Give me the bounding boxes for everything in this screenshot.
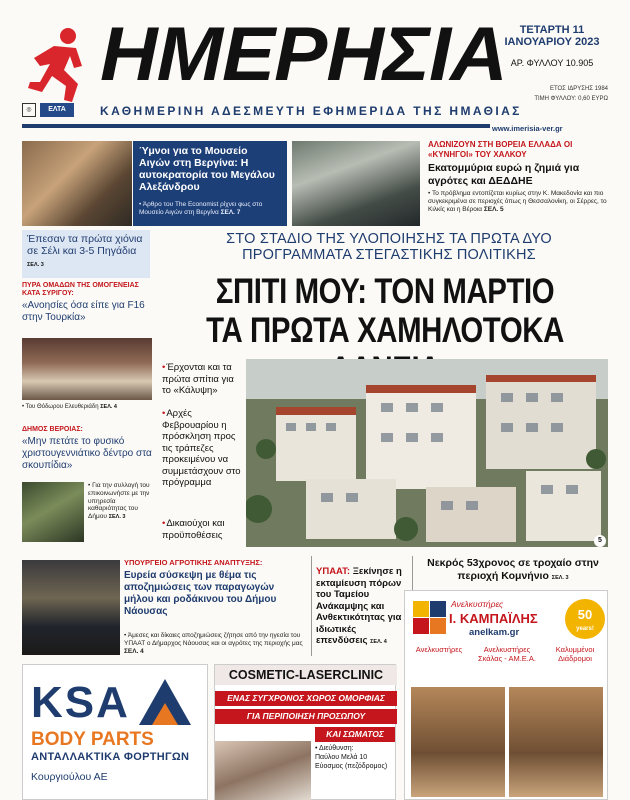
agri-headline[interactable]: Ευρεία σύσκεψη με θέμα τις αποζημιώσεις των παραγωγών μήλου και ροδάκινου του Δήμου Νάουσας	[124, 570, 277, 617]
tree-photo	[22, 482, 84, 542]
laser-band-1: ΕΝΑΣ ΣΥΓΧΡΟΝΟΣ ΧΩΡΟΣ ΟΜΟΡΦΙΑΣ	[215, 691, 397, 706]
runner-logo-icon	[24, 26, 92, 104]
accident-headline: Νεκρός 53χρονος σε τροχαίο στην περιοχή Κομνήνιο	[427, 557, 599, 582]
tree-ref: ΣΕΛ. 3	[108, 514, 126, 521]
issue-price: ΤΙΜΗ ΦΥΛΛΟΥ: 0,60 ΕΥΡΩ	[534, 96, 608, 102]
address-label: • Διεύθυνση:	[315, 745, 354, 752]
emblem-icon: ◎	[22, 103, 36, 117]
laser-clinic-ad[interactable]	[214, 664, 396, 800]
snow-teaser[interactable]	[22, 230, 150, 278]
firefight-kicker: ΠΥΡΑ ΟΜΑΔΩΝ ΤΗΣ ΟΜΟΓΕΝΕΙΑΣ ΚΑΤΑ ΣΥΡΙΓΟΥ:	[22, 282, 139, 297]
agri-meeting-photo	[22, 560, 120, 655]
firefight-caption-text: Του Θόδωρου Ελευθεριάδη	[25, 404, 99, 410]
meeting-photo	[22, 338, 152, 400]
elevators-website[interactable]: anelkam.gr	[469, 627, 520, 638]
founded-year: ΕΤΟΣ ΙΔΡΥΣΗΣ 1984	[549, 86, 608, 92]
snow-headline: Έπεσαν τα πρώτα χιόνια σε Σέλι και 3-5 Πηγάδια	[27, 233, 143, 257]
issue-number: ΑΡ. ΦΥΛΛΟΥ 10.905	[510, 58, 594, 68]
accident-story[interactable]	[418, 557, 608, 584]
main-bullet: • Αρχές Φεβρουαρίου η πρόσκληση προς τις τράπεζες προκειμένου να συμμετάσχουν στο πρόγραμμα	[162, 408, 244, 489]
laser-title: COSMETIC-LASERCLINIC	[215, 665, 397, 685]
museum-photo	[22, 141, 132, 226]
website-link[interactable]: www.imerisia-ver.gr	[492, 124, 563, 133]
copper-kicker: ΑΛΩΝΙΖΟΥΝ ΣΤΗ ΒΟΡΕΙΑ ΕΛΛΑΔΑ ΟΙ «ΚΥΝΗΓΟΙ» ΤΟΥ ΧΑΛΚΟΥ	[428, 140, 573, 159]
elevators-company: Ι. ΚΑΜΠΑΪΛΗΣ	[449, 611, 538, 626]
agri-summary-text: Άμεσες και δίκαιες αποζημιώσεις ζήτησε από την ηγεσία του ΥΠΑΑΤ ο Δήμαρχος Νάουσας και οι αγρότες της περιοχής μας	[124, 632, 303, 647]
masthead-tagline: ΚΑΘΗΜΕΡΙΝΗ ΑΔΕΣΜΕΥΤΗ ΕΦΗΜΕΡΙΔΑ ΤΗΣ ΗΜΑΘΙΑΣ	[100, 104, 522, 118]
tree-caption: • Για την συλλογή του επικοινωνήστε με την υπηρεσία καθαριότητας του Δήμου ΣΕΛ. 3	[88, 482, 150, 521]
anniversary-badge	[565, 599, 605, 639]
ksa-ad[interactable]	[22, 664, 208, 800]
ypaat-story[interactable]	[316, 566, 410, 649]
ypaat-ref: ΣΕΛ. 4	[370, 639, 387, 645]
tree-kicker: ΔΗΜΟΣ ΒΕΡΟΙΑΣ:	[22, 426, 83, 433]
column-divider	[311, 556, 312, 656]
photo-page-tag: 5	[594, 535, 606, 547]
issue-day: ΤΕΤΑΡΤΗ 11	[519, 24, 585, 36]
museum-headline: Ύμνοι για το Μουσείο Αιγών στη Βεργίνα: Η αυτοκρατορία του Μεγάλου Αλεξάνδρου	[139, 145, 275, 193]
elta-logo: ΕΛΤΑ	[40, 103, 74, 117]
column-divider	[412, 556, 413, 590]
ksa-company: Κουργιούλου ΑΕ	[31, 771, 108, 783]
laser-address	[315, 744, 395, 771]
sponsor-logos	[22, 103, 94, 117]
main-headline[interactable]: ΣΠΙΤΙ ΜΟΥ: ΤΟΝ ΜΑΡΤΙΟ ΤΑ ΠΡΩΤΑ ΧΑΜΗΛΟΤΟΚΑ	[206, 272, 564, 350]
ksa-logo: KSA	[31, 678, 130, 727]
laser-band-2: ΓΙΑ ΠΕΡΙΠΟΙΗΣΗ ΠΡΟΣΩΠΟΥ	[215, 709, 397, 724]
service-walkways: Καλυμμένοι Διάδρομοι	[555, 645, 595, 663]
elevators-label: Ανελκυστήρες	[451, 599, 504, 609]
copper-summary-text: Το πρόβλημα εντοπίζεται κυρίως στην Κ. Μακεδονία και πιο συγκεκριμένα σε περιοχές όπως η Θεσσαλονίκη, οι Σέρρες, το Κιλκίς και η Βέροια	[428, 190, 607, 213]
elevator-photos	[411, 687, 603, 797]
laser-band-3: ΚΑΙ ΣΩΜΑΤΟΣ	[315, 727, 395, 742]
ksa-body-parts: BODY PARTS	[31, 729, 154, 750]
firefight-ref: ΣΕΛ. 4	[100, 404, 117, 410]
elevator-photo	[509, 687, 603, 797]
triangle-accent-icon	[152, 703, 178, 725]
museum-summary-text: Άρθρο του The Economist ρίχνει φως στο Μουσείο Αιγών στη Βεργίνα	[139, 201, 263, 216]
tree-headline[interactable]: «Μην πετάτε το φυσικό χριστουγεννιάτικο δέντρο στα σκουπίδια»	[22, 436, 152, 471]
copper-photo	[292, 141, 420, 226]
badge-number: 50	[577, 607, 593, 622]
service-elevators: Ανελκυστήρες	[415, 645, 463, 654]
copper-summary: • Το πρόβλημα εντοπίζεται κυρίως στην Κ. Μακεδονία και πιο συγκεκριμένα σε περιοχές όπως η Θεσσαλονίκη, οι Σέρρες, το Κιλκίς και η Βέροια ΣΕΛ. 5	[428, 190, 607, 213]
masthead-title: ΗΜΕΡΗΣΙΑ	[100, 12, 507, 97]
ypaat-headline: Ξεκίνησε η εκταμίευση πόρων του Ταμείου Ανάκαμψης και Ανθεκτικότητας για ιδιωτικές επενδύσεις	[316, 566, 402, 646]
issue-month: ΙΑΝΟΥΑΡΙΟΥ 2023	[504, 36, 600, 48]
clinic-photo	[215, 741, 311, 800]
copper-ref: ΣΕΛ. 5	[483, 206, 504, 213]
copper-headline[interactable]: Εκατομμύρια ευρώ η ζημιά για αγρότες και ΔΕΔΔΗΕ	[428, 162, 580, 187]
elevators-ad[interactable]	[404, 590, 608, 800]
museum-summary: • Άρθρο του The Economist ρίχνει φως στο Μουσείο Αιγών στη Βεργίνα ΣΕΛ. 7	[139, 201, 263, 216]
firefight-caption: • Του Θόδωρου Ελευθεριάδη ΣΕΛ. 4	[22, 404, 117, 410]
ksa-truck-parts: ΑΝΤΑΛΛΑΚΤΙΚΑ ΦΟΡΤΗΓΩΝ	[31, 751, 190, 763]
cubes-logo-icon	[413, 601, 447, 639]
housing-photo	[246, 359, 608, 547]
museum-ref: ΣΕΛ. 7	[220, 209, 241, 216]
masthead-rule	[22, 124, 490, 128]
main-subhead: ΣΤΟ ΣΤΑΔΙΟ ΤΗΣ ΥΛΟΠΟΙΗΣΗΣ ΤΑ ΠΡΩΤΑ ΔΥΟ ΠΡΟΓΡΑΜΜΑΤΑ ΣΤΕΓΑΣΤΙΚΗΣ ΠΟΛΙΤΙΚΗΣ	[226, 231, 552, 263]
agri-summary: • Άμεσες και δίκαιες αποζημιώσεις ζήτησε από την ηγεσία του ΥΠΑΑΤ ο Δήμαρχος Νάουσας και οι αγρότες της περιοχής μας ΣΕΛ. 4	[124, 632, 303, 655]
main-bullet: • Δικαιούχοι και προϋποθέσεις	[162, 518, 244, 541]
issue-date-box	[498, 24, 606, 68]
firefight-headline[interactable]: «Ανοησίες όσα είπε για F16 στην Τουρκία»	[22, 300, 145, 323]
tree-caption-text: Για την συλλογή του επικοινωνήστε με την υπηρεσία καθαριότητας του Δήμου	[88, 482, 150, 521]
agri-ref: ΣΕΛ. 4	[124, 647, 144, 655]
badge-years: years!	[576, 626, 594, 632]
museum-teaser[interactable]	[133, 141, 287, 226]
address-text: Παύλου Μελά 10 Εύοσμος (πεζόδρομος)	[315, 754, 388, 770]
agri-kicker: ΥΠΟΥΡΓΕΙΟ ΑΓΡΟΤΙΚΗΣ ΑΝΑΠΤΥΞΗΣ:	[124, 558, 263, 567]
service-stair-lifts: Ανελκυστήρες Σκάλας - ΑΜ.Ε.Α.	[478, 645, 536, 663]
ypaat-kicker: ΥΠΑΑΤ:	[316, 566, 351, 577]
main-bullet: • Έρχονται και τα πρώτα σπίτια για το «Κάλυψη»	[162, 362, 244, 397]
accident-ref: ΣΕΛ. 3	[551, 574, 569, 581]
snow-ref: ΣΕΛ. 3	[27, 262, 44, 268]
elevator-photo	[411, 687, 505, 797]
